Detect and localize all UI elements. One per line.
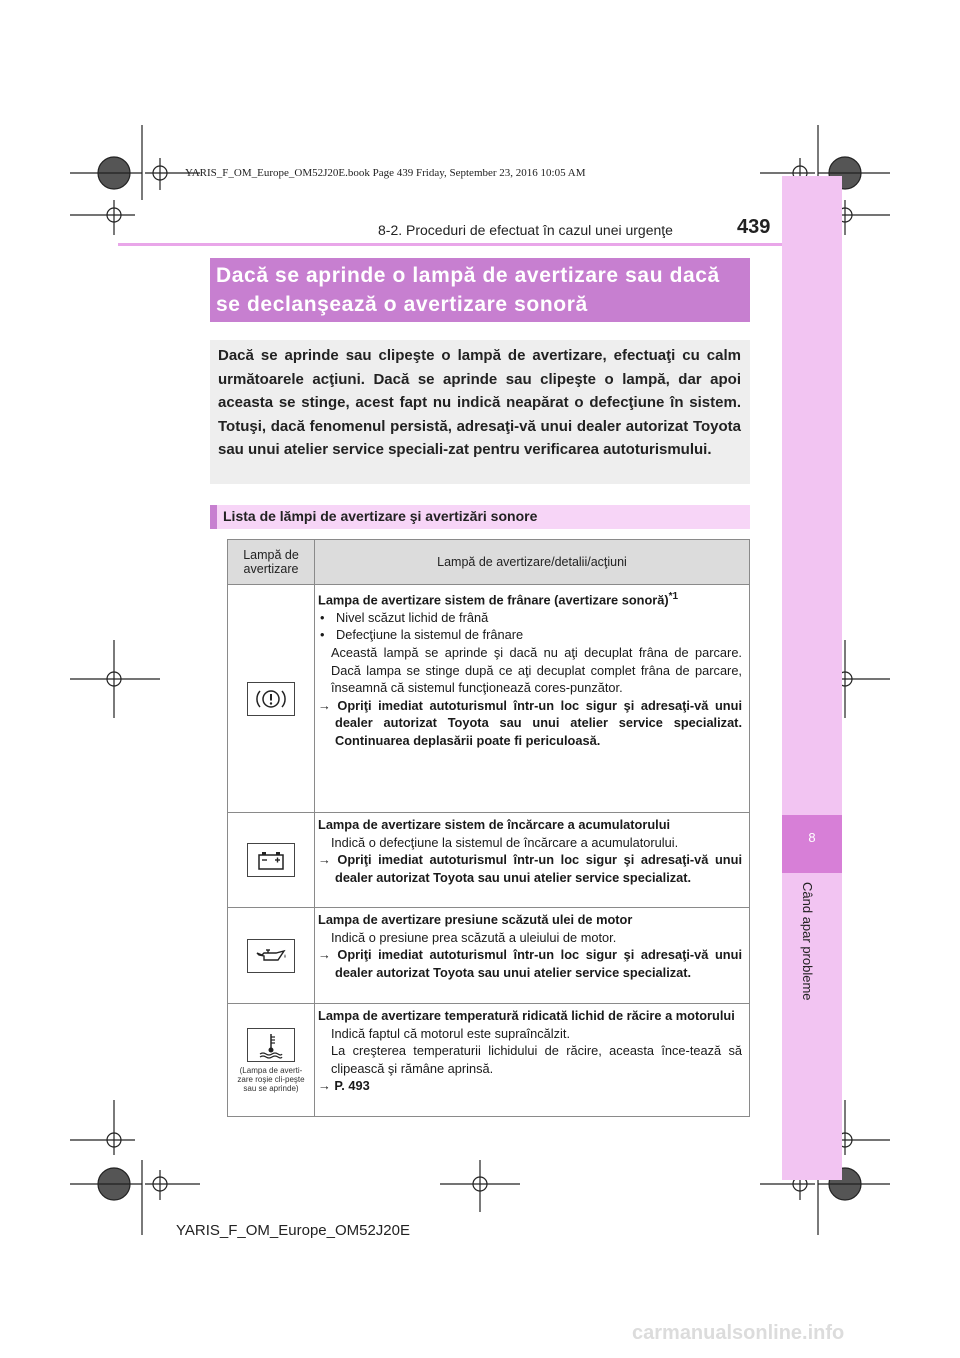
row-title: Lampa de avertizare temperatură ridicată lichid de răcire a motorului <box>318 1008 735 1023</box>
table-row <box>228 1004 750 1117</box>
header-rule <box>118 243 784 246</box>
row-title: Lampa de avertizare presiune scăzută ulei de motor <box>318 912 633 927</box>
side-strip <box>782 176 842 1180</box>
table-header-row <box>228 540 750 585</box>
row-action: → Opriţi imediat autoturismul într-un loc sigur şi adresaţi-vă unui dealer autorizat Toyota sau unui atelier service specializat. Continuarea deplasării poate fi periculoasă. <box>318 697 742 750</box>
icon-cell <box>228 908 315 1004</box>
row-description <box>315 908 750 1004</box>
chapter-number: 8 <box>808 830 816 845</box>
row-description <box>315 813 750 908</box>
brake-warning-icon <box>247 682 295 716</box>
page-number: 439 <box>737 216 771 238</box>
book-file-line: YARIS_F_OM_Europe_OM52J20E.book Page 439 Friday, September 23, 2016 10:05 AM <box>185 167 586 179</box>
coolant-temperature-icon <box>247 1028 295 1062</box>
battery-icon <box>247 843 295 877</box>
table-row <box>228 908 750 1004</box>
row-action: → Opriţi imediat autoturismul într-un loc sigur şi adresaţi-vă unui dealer autorizat Toyota sau unui atelier service specializat. <box>318 851 742 886</box>
oil-can-icon <box>247 939 295 973</box>
watermark: carmanualsonline.info <box>632 1322 845 1344</box>
row-description <box>315 585 750 813</box>
row-text: Această lampă se aprinde şi dacă nu aţi decuplat frâna de parcare. Dacă lampa se stinge după ce aţi decuplat complet frâna de parcare, înseamnă că sistemul funcţionează cores-punzător. <box>331 645 742 696</box>
page-title: Dacă se aprinde o lampă de avertizare sau dacă se declanşează o avertizare sonoră <box>216 264 720 316</box>
row-title: Lampa de avertizare sistem de încărcare a acumulatorului <box>318 817 671 832</box>
col-header-lamp: Lampă de avertizare <box>228 540 315 585</box>
intro-text: Dacă se aprinde sau clipeşte o lampă de avertizare, efectuaţi cu calm următoarele acţiuni. Dacă se aprinde sau clipeşte o lampă, dar apoi aceasta se stinge, acest fapt nu indică neapărat o defecţiune în sistem. Totuşi, dacă fenomenul persistă, adresaţi-vă unui dealer autorizat Toyota sau unui atelier service speciali-zat pentru verificarea autoturismului. <box>218 347 741 459</box>
chapter-title: Când apar probleme <box>800 882 815 1001</box>
footnote-mark: *1 <box>668 591 679 602</box>
warning-lamps-table <box>227 539 750 1117</box>
icon-cell <box>228 1004 315 1117</box>
row-text: Indică o presiune prea scăzută a uleiului de motor. <box>331 929 617 945</box>
icon-cell <box>228 813 315 908</box>
row-text: Indică faptul că motorul este supraîncălzit. <box>331 1025 570 1041</box>
table-row <box>228 585 750 813</box>
section-title: 8-2. Proceduri de efectuat în cazul unei urgenţe <box>378 222 673 238</box>
page-reference-link[interactable]: → P. 493 <box>318 1077 742 1095</box>
icon-cell <box>228 585 315 813</box>
row-text: Indică o defecţiune la sistemul de încărcare a acumulatorului. <box>331 834 679 850</box>
row-title: Lampa de avertizare sistem de frânare (avertizare sonoră)$^{*1}$ <box>318 591 679 608</box>
row-text: La creşterea temperaturii lichidului de răcire, aceasta înce-tează să clipească şi rămâne aprinsă. <box>331 1043 742 1076</box>
subheading: Lista de lămpi de avertizare şi avertizări sonore <box>223 508 538 524</box>
bullet-item: • Defecţiune la sistemul de frânare <box>318 626 742 644</box>
subheading-bar <box>210 505 217 529</box>
icon-note: (Lampa de averti-zare roşie cli-peşte sau se aprinde) <box>237 1065 305 1093</box>
footer-code: YARIS_F_OM_Europe_OM52J20E <box>176 1222 411 1239</box>
table-row <box>228 813 750 908</box>
row-action: → Opriţi imediat autoturismul într-un loc sigur şi adresaţi-vă unui dealer autorizat Toyota sau unui atelier service specializat. <box>318 946 742 981</box>
row-description <box>315 1004 750 1117</box>
col-header-details: Lampă de avertizare/detalii/acţiuni <box>315 540 750 585</box>
bullet-item: • Nivel scăzut lichid de frână <box>318 609 742 627</box>
